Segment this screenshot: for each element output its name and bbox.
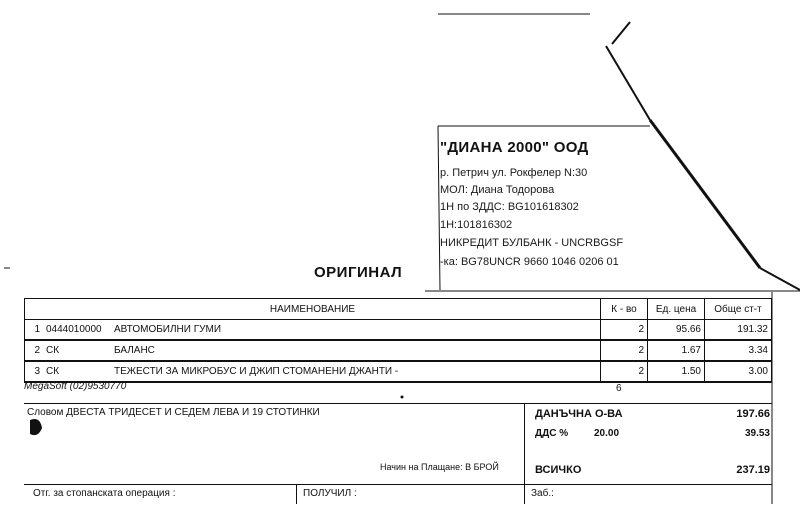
row-qty: 2	[601, 361, 648, 382]
notes-label: Заб.:	[531, 488, 554, 499]
row-price: 1.67	[648, 340, 705, 361]
operation-responsible-label: Отг. за стопанската операция :	[33, 488, 176, 499]
document-title: ОРИГИНАЛ	[314, 264, 403, 281]
seller-name: "ДИАНА 2000" ООД	[440, 139, 589, 156]
seller-mol: МОЛ: Диана Тодорова	[440, 184, 555, 196]
row-qty: 2	[601, 320, 648, 341]
received-label: ПОЛУЧИЛ :	[303, 488, 357, 499]
table-row	[25, 361, 772, 382]
header-qty: К - во	[601, 299, 648, 320]
row-name: БАЛАНС	[111, 340, 601, 361]
table-row	[25, 340, 772, 361]
item-count: 6	[616, 383, 622, 394]
row-code: СК	[43, 340, 111, 361]
seller-address: р. Петрич ул. Рокфелер N:30	[440, 167, 588, 179]
row-total: 3.34	[705, 340, 772, 361]
row-name: АВТОМОБИЛНИ ГУМИ	[111, 320, 601, 341]
row-number: 1	[25, 320, 44, 341]
seller-bank: НИКРЕДИТ БУЛБАНК - UNCRBGSF	[440, 237, 624, 249]
row-name: ТЕЖЕСТИ ЗА МИКРОБУС И ДЖИП СТОМАНЕНИ ДЖАНТИ -	[111, 361, 601, 382]
row-price: 95.66	[648, 320, 705, 341]
row-code: СК	[43, 361, 111, 382]
footer-column-divider	[296, 484, 297, 504]
row-price: 1.50	[648, 361, 705, 382]
amount-in-words: Словом ДВЕСТА ТРИДЕСЕТ И СЕДЕМ ЛЕВА И 19 СТОТИНКИ	[27, 407, 320, 418]
row-code: 0444010000	[43, 320, 111, 341]
footer-column-divider	[524, 484, 525, 504]
seller-eik: 1Н:101816302	[440, 219, 513, 231]
vat-label: ДДС %	[535, 428, 569, 439]
tax-base-label: ДАНЪЧНА О-ВА	[535, 408, 623, 420]
table-row	[25, 320, 772, 341]
payment-value: В БРОЙ	[465, 462, 499, 472]
header-total: Обще ст-т	[705, 299, 772, 320]
header-price: Ед. цена	[648, 299, 705, 320]
payment-label: Начин на Плащане:	[380, 462, 463, 472]
header-name: НАИМЕНОВАНИЕ	[25, 299, 601, 320]
row-qty: 2	[601, 340, 648, 361]
vat-rate: 20.00	[594, 428, 620, 439]
row-number: 3	[25, 361, 44, 382]
payment-method	[380, 462, 499, 472]
seller-iban: -ка: BG78UNCR 9660 1046 0206 01	[440, 256, 619, 268]
vat-value: 39.53	[744, 428, 770, 439]
seller-vat-id: 1Н по ЗДДС: BG101618302	[440, 201, 579, 213]
row-total: 191.32	[705, 320, 772, 341]
row-number: 2	[25, 340, 44, 361]
row-total: 3.00	[705, 361, 772, 382]
tax-base-value: 197.66	[736, 408, 770, 420]
footer-divider	[24, 484, 772, 485]
items-table	[24, 298, 772, 383]
total-label: ВСИЧКО	[535, 464, 582, 476]
table-header-row	[25, 299, 772, 320]
vendor-credit: MegaSoft (02)9530770	[24, 381, 127, 392]
total-value: 237.19	[736, 464, 770, 476]
